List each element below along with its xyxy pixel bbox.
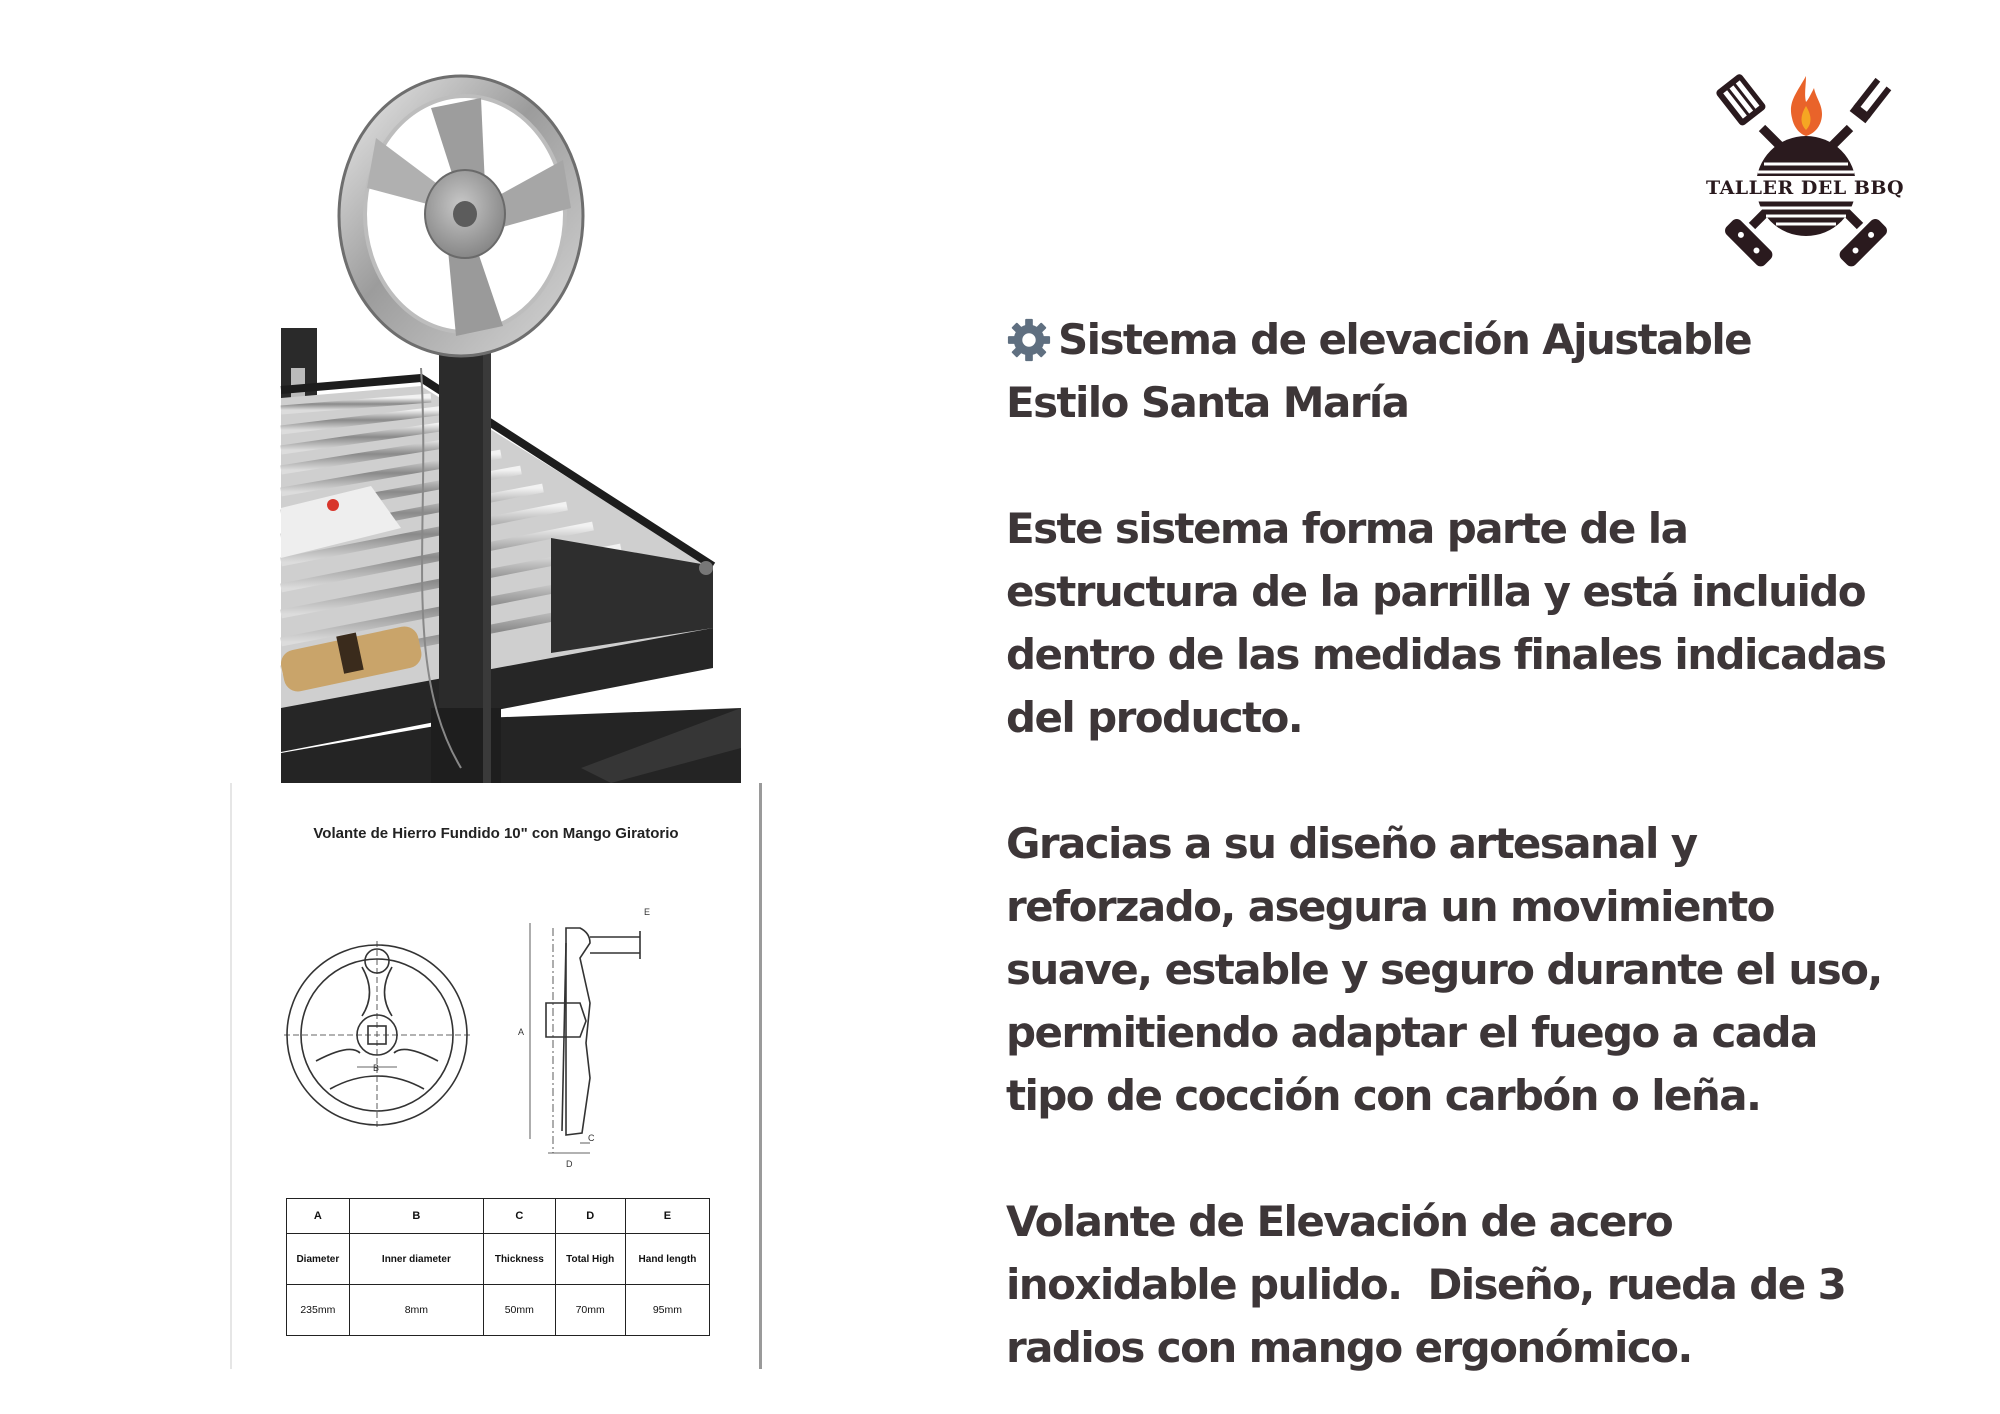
paragraph-line: reforzado, asegura un movimiento [1006, 882, 1774, 931]
paragraph-line: dentro de las medidas finales indicadas [1006, 630, 1886, 679]
paragraph-line: tipo de cocción con carbón o leña. [1006, 1071, 1761, 1120]
drawing-label-e: E [644, 907, 651, 917]
table-cell: 8mm [349, 1285, 483, 1336]
front-view [284, 941, 470, 1129]
paragraph-line: suave, estable y seguro durante el uso, [1006, 945, 1882, 994]
table-cell: 95mm [625, 1285, 709, 1336]
table-cell: B [349, 1199, 483, 1234]
brand-name: TALLER DEL BBQ [1705, 177, 1905, 199]
heading-line-1: Sistema de elevación Ajustable [1058, 315, 1752, 364]
table-cell: A [287, 1199, 350, 1234]
drawing-label-a: A [518, 1027, 525, 1037]
gear-icon [1006, 317, 1052, 363]
drawing-label-c: C [588, 1133, 595, 1143]
paragraph-design-benefits [1006, 812, 1906, 1127]
paragraph-line: Este sistema forma parte de la [1006, 504, 1688, 553]
table-cell: Total High [555, 1234, 625, 1285]
product-photo [281, 68, 741, 783]
side-view [530, 923, 640, 1153]
table-cell: Inner diameter [349, 1234, 483, 1285]
heading-line-2: Estilo Santa María [1006, 378, 1409, 427]
dimensions-table [286, 1198, 710, 1336]
spec-sheet-right-edge [759, 783, 762, 1369]
brand-logo [1700, 66, 1910, 276]
paragraph-line: del producto. [1006, 693, 1303, 742]
table-cell: 235mm [287, 1285, 350, 1336]
paragraph-wheel-material [1006, 1190, 1906, 1379]
table-row [287, 1285, 710, 1336]
paragraph-line: estructura de la parrilla y está incluido [1006, 567, 1865, 616]
section-heading [1006, 308, 1906, 371]
table-cell: Hand length [625, 1234, 709, 1285]
paragraph-line: permitiendo adaptar el fuego a cada [1006, 1008, 1817, 1057]
drawing-label-b: B [373, 1063, 380, 1073]
spec-sheet [230, 783, 762, 1369]
paragraph-line: radios con mango ergonómico. [1006, 1323, 1692, 1372]
handwheel-technical-drawing [290, 903, 710, 1169]
paragraph-line: Gracias a su diseño artesanal y [1006, 819, 1697, 868]
table-cell: E [625, 1199, 709, 1234]
spec-sheet-title: Volante de Hierro Fundido 10" con Mango Giratorio [313, 825, 679, 842]
paragraph-system-description [1006, 497, 1906, 749]
paragraph-line: Volante de Elevación de acero [1006, 1197, 1673, 1246]
table-row [287, 1199, 710, 1234]
drawing-label-d: D [566, 1159, 573, 1169]
spec-sheet-left-edge [230, 783, 232, 1369]
paragraph-line: inoxidable pulido. Diseño, rueda de 3 [1006, 1260, 1846, 1309]
table-cell: C [484, 1199, 555, 1234]
description-text [1006, 308, 1906, 1379]
table-cell: D [555, 1199, 625, 1234]
table-cell: Thickness [484, 1234, 555, 1285]
table-cell: Diameter [287, 1234, 350, 1285]
table-row [287, 1234, 710, 1285]
table-cell: 50mm [484, 1285, 555, 1336]
table-cell: 70mm [555, 1285, 625, 1336]
